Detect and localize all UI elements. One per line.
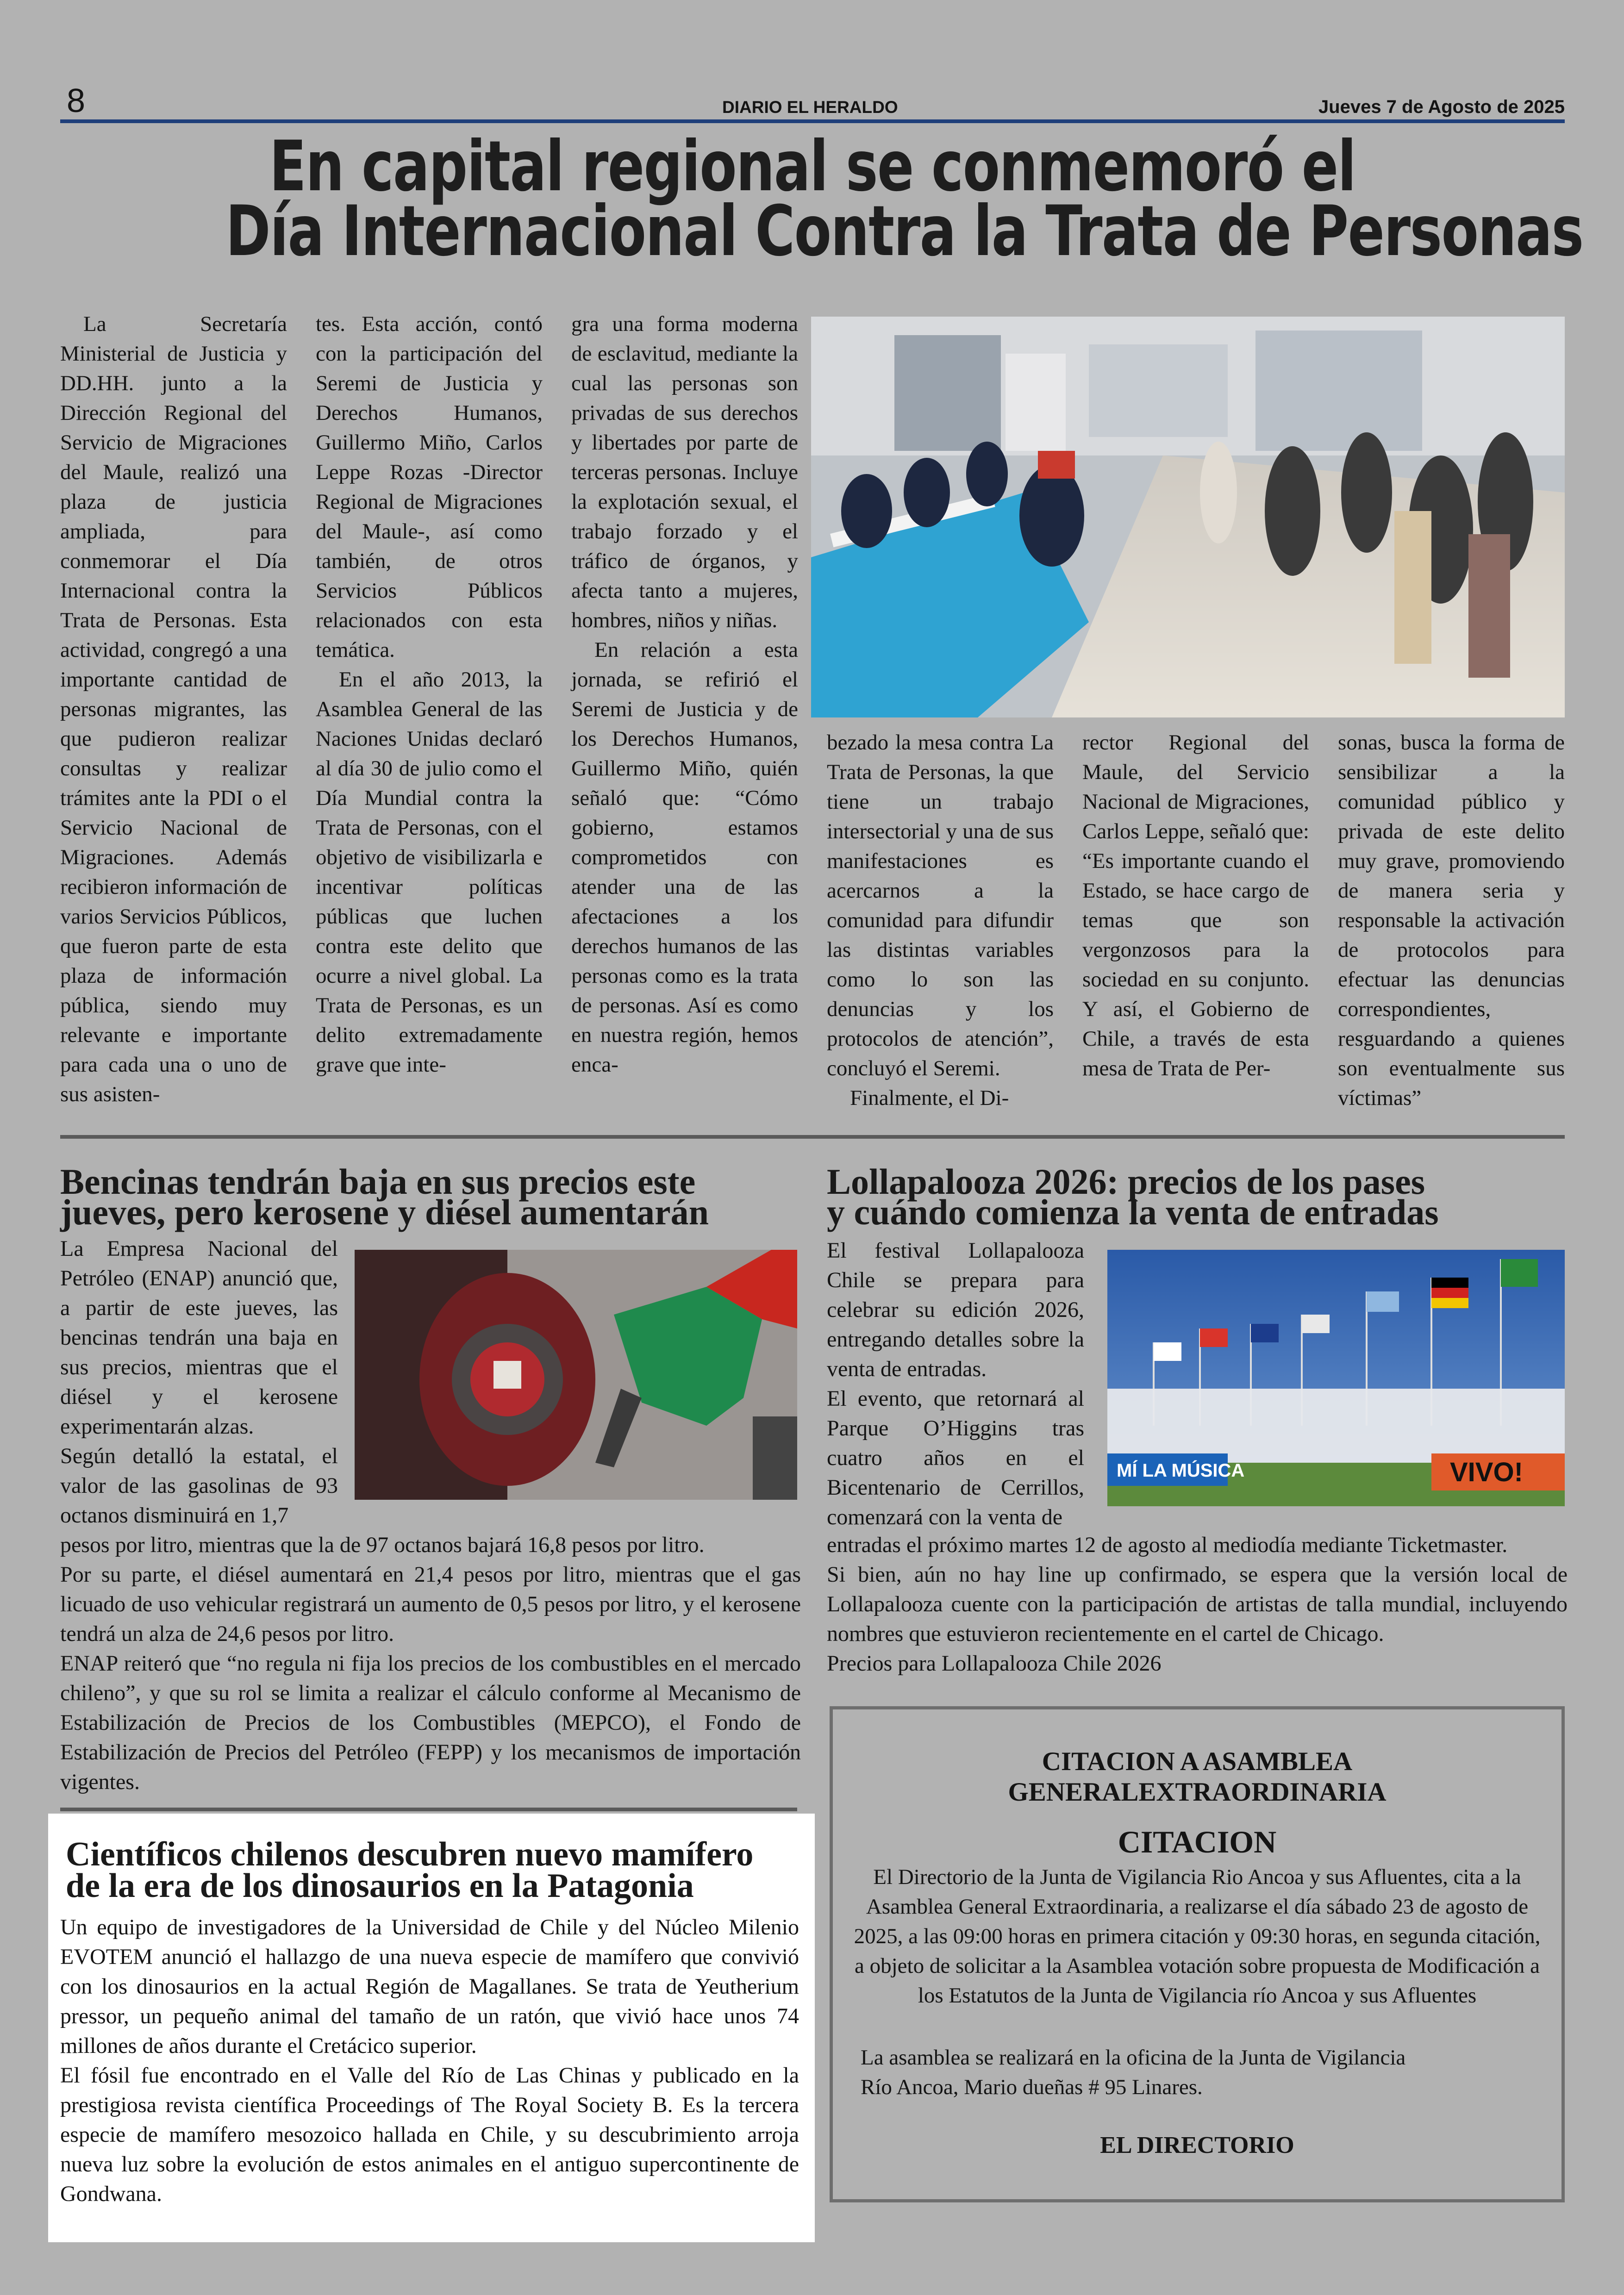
page-header [60, 82, 1565, 119]
main-story-paragraph: gra una forma moderna de esclavitud, mediante la cual las personas son privadas de sus derechos y libertades por parte de terceras personas. Incluye la explotación sexual, el trabajo forzado y el tráfico de órganos, y afecta tanto a mujeres, hombres, niños y niñas. [571, 312, 798, 632]
main-story-paragraph: Finalmente, el Di- [850, 1086, 1009, 1110]
main-headline-line2: Día Internacional Contra la Trata de Personas [225, 191, 1583, 272]
migration-fair-photo [811, 317, 1565, 717]
main-story-paragraph: rector Regional del Maule, del Servicio Nacional de Migraciones, Carlos Leppe, señaló que: “Es importante cuando el Estado, se hace cargo de temas que son vergonzosos para la sociedad en su conjunto. Y así, el Gobierno de Chile, a través de esta mesa de Trata de Per- [1082, 730, 1309, 1080]
fuel-headline [60, 1161, 801, 1232]
notice-location [861, 2043, 1537, 2102]
lolla-sign-right-text: VIVO! [1450, 1457, 1523, 1487]
fossil-headline-line2: de la era de los dinosaurios en la Patagonia [66, 1867, 694, 1905]
main-story-col2 [316, 309, 543, 1079]
fuel-headline-line2: jueves, pero kerosene y diésel aumentarán [60, 1192, 709, 1232]
lolla-sign-left-text: MÍ LA MÚSICA [1117, 1460, 1245, 1481]
main-story-paragraph: sonas, busca la forma de sensibilizar a la comunidad público y privada de este delito muy grave, promoviendo de manera seria y responsable la activación de protocolos para efectuar las denuncias correspondientes, resguardando a quienes son eventualmente sus víctimas” [1338, 730, 1565, 1110]
fuel-story-lead [60, 1234, 338, 1530]
fuel-divider [60, 1808, 797, 1811]
fossil-story-body [60, 1913, 799, 2209]
fuel-paragraph: La Empresa Nacional del Petróleo (ENAP) anunció que, a partir de este jueves, las bencinas tendrán una baja en sus precios, mientras que el diésel y el kerosene experimentarán alzas. [60, 1236, 338, 1439]
fossil-headline [66, 1835, 806, 1905]
lolla-headline-line2: y cuándo comienza la venta de entradas [827, 1192, 1439, 1232]
fuel-paragraph: ENAP reiteró que “no regula ni fija los precios de los combustibles en el mercado chileno”, y que su rol se limita a realizar el cálculo conforme al Mecanismo de Estabilización de Precios de los Combustibles (MEPCO), el Fondo de Estabilización de Precios del Petróleo (FEPP) y los mecanismos de importación vigentes. [60, 1651, 801, 1794]
lolla-paragraph: entradas el próximo martes 12 de agosto al mediodía mediante Ticketmaster. [827, 1533, 1508, 1557]
main-story-col4 [827, 728, 1054, 1113]
fossil-paragraph: El fósil fue encontrado en el Valle del Río de Las Chinas y publicado en la prestigiosa revista científica Proceedings of The Royal Society B. Es la tercera especie de mamífero mesozoico hallada en Chile, y su descubrimiento arroja nueva luz sobre la evolución de estos animales en el antiguo supercontinente de Gondwana. [60, 2063, 799, 2206]
main-story-paragraph: En relación a esta jornada, se refirió el Seremi de Justicia y de los Derechos Humanos, Guillermo Miño, quién señaló que: “Cómo gobierno, estamos comprometidos con atender una de las afectaciones a los derechos humanos de las personas como es la trata de personas. Así es como en nuestra región, hemos enca- [571, 638, 798, 1077]
fuel-pump-photo [355, 1250, 797, 1500]
notice-location-line2: Río Ancoa, Mario dueñas # 95 Linares. [861, 2075, 1203, 2099]
lolla-headline [827, 1161, 1568, 1232]
section-divider [60, 1135, 1565, 1139]
fossil-paragraph: Un equipo de investigadores de la Universidad de Chile y del Núcleo Milenio EVOTEM anunció el hallazgo de una nueva especie de mamífero que convivió con los dinosaurios en la actual Región de Magallanes. Se trata de Yeutherium pressor, un pequeño animal del tamaño de un ratón, que vivió hace unos 74 millones de años durante el Cretácico superior. [60, 1915, 799, 2058]
fuel-paragraph: pesos por litro, mientras que la de 97 octanos bajará 16,8 pesos por litro. [60, 1533, 705, 1557]
lolla-paragraph: El festival Lollapalooza Chile se prepara para celebrar su edición 2026, entregando detalles sobre la venta de entradas. [827, 1238, 1084, 1381]
lolla-headline-line1: Lollapalooza 2026: precios de los pases [827, 1161, 1425, 1202]
fossil-headline-line1: Científicos chilenos descubren nuevo mamífero [66, 1835, 754, 1873]
notice-title-line1: CITACION A ASAMBLEA [1042, 1747, 1353, 1776]
fuel-headline-line1: Bencinas tendrán baja en sus precios este [60, 1161, 696, 1202]
notice-title-line2: GENERALEXTRAORDINARIA [1008, 1777, 1387, 1807]
lolla-paragraph: El evento, que retornará al Parque O’Higgins tras cuatro años en el Bicentenario de Cerrillos, comenzará con la venta de [827, 1386, 1084, 1529]
header-rule [60, 119, 1565, 123]
lollapalooza-photo [1107, 1250, 1565, 1506]
page-number: 8 [67, 82, 86, 119]
main-story-col3 [571, 309, 798, 1079]
main-story-col5 [1082, 728, 1309, 1083]
lolla-paragraph: Precios para Lollapalooza Chile 2026 [827, 1651, 1162, 1676]
notice-signature: EL DIRECTORIO [1100, 2132, 1294, 2158]
main-story-paragraph: bezado la mesa contra La Trata de Personas, la que tiene un trabajo intersectorial y una de sus manifestaciones es acercarnos a la comunidad para difundir las distintas variables como lo son las denuncias y los protocolos de atención”, concluyó el Seremi. [827, 730, 1054, 1080]
notice-subtitle: CITACION [1118, 1824, 1277, 1859]
main-story-photo [811, 317, 1565, 717]
main-story-col1 [60, 309, 287, 1109]
lolla-sign-photo [1107, 1250, 1565, 1506]
fuel-nozzle-photo [355, 1250, 797, 1500]
main-story-paragraph: En el año 2013, la Asamblea General de las Naciones Unidas declaró al día 30 de julio como el Día Mundial contra la Trata de Personas, con el objetivo de visibilizarla e incentivar políticas públicas que luchen contra este delito que ocurre a nivel global. La Trata de Personas, es un delito extremadamente grave que inte- [316, 667, 543, 1077]
lolla-paragraph: Si bien, aún no hay line up confirmado, se espera que la versión local de Lollapalooza cuente con la participación de artistas de talla mundial, incluyendo nombres que estuvieron recientemente en el cartel de Chicago. [827, 1562, 1568, 1646]
lolla-story-body [827, 1530, 1568, 1678]
notice-body: El Directorio de la Junta de Vigilancia Rio Ancoa y sus Afluentes, cita a la Asamblea General Extraordinaria, a realizarse el día sábado 23 de agosto de 2025, a las 09:00 horas en primera citación y 09:30 horas, en segunda citación, a objeto de solicitar a la Asamblea votación sobre propuesta de Modificación a los Estatutos de la Junta de Vigilancia río Ancoa y sus Afluentes [854, 1865, 1541, 2008]
fuel-story-body [60, 1530, 801, 1797]
main-story-paragraph: tes. Esta acción, contó con la participación del Seremi de Justicia y Derechos Humanos, Guillermo Miño, Carlos Leppe Rozas -Director Regional de Migraciones del Maule-, así como también, de otros Servicios Públicos relacionados con esta temática. [316, 312, 543, 662]
paper-name: DIARIO EL HERALDO [722, 98, 898, 117]
notice-location-line1: La asamblea se realizará en la oficina de la Junta de Vigilancia [861, 2046, 1406, 2070]
fossil-story-panel [48, 1814, 815, 2242]
issue-date: Jueves 7 de Agosto de 2025 [1318, 97, 1565, 117]
assembly-notice [830, 1706, 1565, 2202]
fuel-paragraph: Según detalló la estatal, el valor de las gasolinas de 93 octanos disminuirá en 1,7 [60, 1444, 338, 1528]
lolla-story-lead [827, 1236, 1084, 1532]
notice-title [833, 1746, 1562, 1808]
main-headline [60, 126, 1583, 272]
main-headline-line1: En capital regional se conmemoró el [269, 126, 1356, 207]
fuel-paragraph: Por su parte, el diésel aumentará en 21,4 pesos por litro, mientras que el gas licuado de uso vehicular registrará un aumento de 0,5 pesos por litro, y el kerosene tendrá un alza de 24,6 pesos por litro. [60, 1562, 801, 1646]
main-story-col6 [1338, 728, 1565, 1113]
main-story-paragraph: La Secretaría Ministerial de Justicia y DD.HH. junto a la Dirección Regional del Servicio de Migraciones del Maule, realizó una plaza de justicia ampliada, para conmemorar el Día Internacional contra la Trata de Personas. Esta actividad, congregó a una importante cantidad de personas migrantes, las que pudieron realizar consultas y realizar trámites ante la PDI o el Servicio Nacional de Migraciones. Además recibieron información de varios Servicios Públicos, que fueron parte de esta plaza de información pública, siendo muy relevante e importante para cada una o uno de sus asisten- [60, 312, 287, 1106]
